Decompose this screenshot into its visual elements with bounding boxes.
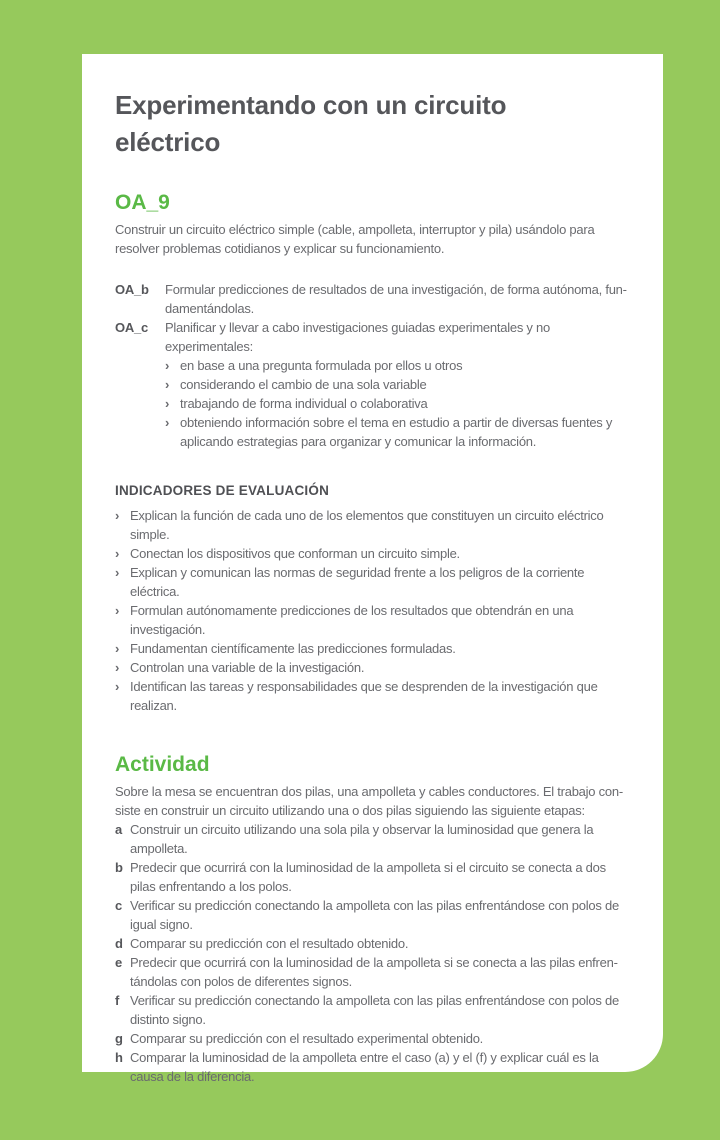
activity-section (115, 752, 630, 1086)
oa9-description: Construir un circuito eléctrico simple (cable, ampolleta, interruptor y pila) usándolo para resolver problemas cotidianos y explicar su funcionamiento. (115, 222, 595, 256)
activity-step-label: b (115, 860, 123, 875)
indicator-text: Identifican las tareas y responsabilidades que se desprenden de la investigación que realizan. (130, 679, 598, 713)
activity-step-label: d (115, 936, 123, 951)
document-card (82, 54, 663, 1084)
oa-sub-bullet-text: considerando el cambio de una sola variable (180, 377, 427, 392)
oa-sub-bullet-row (165, 356, 630, 375)
chevron-bullet-icon: › (165, 415, 170, 430)
activity-heading: Actividad (115, 753, 210, 776)
activity-step-text: Predecir que ocurrirá con la luminosidad de la ampolleta si el circuito se conecta a dos pilas enfrentando a los polos. (130, 860, 606, 894)
indicator-row (115, 544, 630, 563)
activity-step-text: Comparar la luminosidad de la ampolleta entre el caso (a) y el (f) y explicar cuál es la causa de la diferencia. (130, 1050, 599, 1084)
activity-step-row (115, 991, 630, 1029)
indicator-text: Conectan los dispositivos que conforman un circuito simple. (130, 546, 460, 561)
activity-step-label: c (115, 898, 123, 913)
activity-step-row (115, 953, 630, 991)
indicator-text: Explican y comunican las normas de seguridad frente a los peligros de la corriente eléctrica. (130, 565, 585, 599)
indicator-text: Explican la función de cada uno de los elementos que constituyen un circuito eléctrico simple. (130, 508, 604, 542)
oa-objective-item (115, 280, 630, 318)
activity-step-text: Verificar su predicción conectando la ampolleta con las pilas enfrentándose con polos de igual signo. (130, 898, 619, 932)
oa-sub-bullet-text: en base a una pregunta formulada por ellos u otros (180, 358, 463, 373)
indicator-row (115, 677, 630, 715)
indicator-row (115, 639, 630, 658)
activity-step-text: Construir un circuito utilizando una sola pila y observar la luminosidad que genera la ampolleta. (130, 822, 594, 856)
activity-step-label: h (115, 1050, 123, 1065)
activity-step-text: Predecir que ocurrirá con la luminosidad de la ampolleta si se conecta a las pilas enfrentándolas con polos de diferentes signos. (130, 955, 618, 989)
activity-step-row (115, 896, 630, 934)
indicators-section (115, 482, 630, 715)
activity-step-row (115, 1048, 630, 1086)
oa9-section (115, 190, 630, 258)
chevron-bullet-icon: › (115, 546, 120, 561)
oa-objective-body (165, 280, 630, 318)
oa-sub-bullet-list (165, 356, 630, 451)
chevron-bullet-icon: › (115, 660, 120, 675)
indicator-row (115, 506, 630, 544)
indicators-heading: INDICADORES DE EVALUACIÓN (115, 483, 330, 498)
activity-steps-list (115, 820, 630, 1086)
activity-step-text: Comparar su predicción con el resultado experimental obtenido. (130, 1031, 484, 1046)
oa-objectives-list (115, 280, 630, 451)
chevron-bullet-icon: › (165, 358, 170, 373)
activity-step-label: f (115, 993, 120, 1008)
chevron-bullet-icon: › (115, 508, 120, 523)
oa-objective-item (115, 318, 630, 451)
indicator-row (115, 601, 630, 639)
oa-objective-code: OA_b (115, 282, 149, 297)
activity-step-text: Verificar su predicción conectando la ampolleta con las pilas enfrentándose con polos de distinto signo. (130, 993, 619, 1027)
indicator-row (115, 563, 630, 601)
indicator-text: Controlan una variable de la investigación. (130, 660, 365, 675)
indicator-row (115, 658, 630, 677)
activity-step-row (115, 820, 630, 858)
oa-objective-text: Formular predicciones de resultados de una investigación, de forma autónoma, fundamentándolas. (165, 282, 628, 316)
oa9-heading: OA_9 (115, 191, 170, 214)
oa-sub-bullet-row (165, 375, 630, 394)
indicator-text: Formulan autónomamente predicciones de los resultados que obtendrán en una investigación. (130, 603, 574, 637)
chevron-bullet-icon: › (115, 641, 120, 656)
oa-sub-bullet-text: trabajando de forma individual o colaborativa (180, 396, 428, 411)
chevron-bullet-icon: › (115, 603, 120, 618)
indicators-list (115, 506, 630, 715)
oa-sub-bullet-row (165, 413, 630, 451)
oa-objective-code: OA_c (115, 320, 148, 335)
activity-step-label: a (115, 822, 123, 837)
activity-step-row (115, 934, 630, 953)
chevron-bullet-icon: › (165, 377, 170, 392)
activity-step-text: Comparar su predicción con el resultado obtenido. (130, 936, 409, 951)
indicator-text: Fundamentan científicamente las predicciones formuladas. (130, 641, 456, 656)
oa-objective-body (165, 318, 630, 451)
oa-objective-text: Planificar y llevar a cabo investigaciones guiadas experimentales y no experimentales: (165, 320, 550, 354)
oa-sub-bullet-text: obteniendo información sobre el tema en estudio a partir de diversas fuentes y aplicando estrategias para organizar y comunicar la información. (180, 415, 613, 449)
activity-step-label: e (115, 955, 123, 970)
page-title: Experimentando con un circuito eléctrico (115, 90, 507, 157)
activity-step-row (115, 1029, 630, 1048)
oa-sub-bullet-row (165, 394, 630, 413)
activity-step-label: g (115, 1031, 123, 1046)
chevron-bullet-icon: › (165, 396, 170, 411)
activity-step-row (115, 858, 630, 896)
activity-intro: Sobre la mesa se encuentran dos pilas, una ampolleta y cables conductores. El trabajo consiste en construir un circuito utilizando una o dos pilas siguiendo las siguiente etapas: (115, 784, 624, 818)
chevron-bullet-icon: › (115, 565, 120, 580)
chevron-bullet-icon: › (115, 679, 120, 694)
